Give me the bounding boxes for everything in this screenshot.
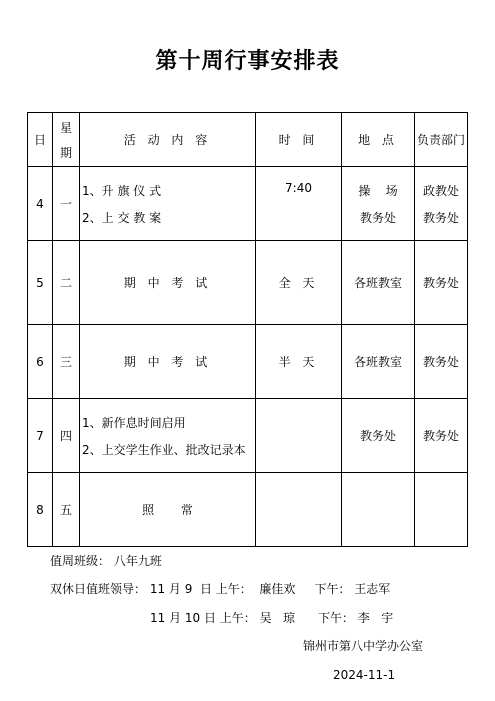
header-day: 日 (28, 113, 53, 167)
day-cell: 8 (28, 473, 53, 547)
activity-cell: 照 常 (80, 473, 256, 547)
place-cell: 教务处 (342, 399, 415, 473)
dept-cell (415, 473, 468, 547)
dept-cell: 教务处 (415, 241, 468, 325)
activity-item: 2、上 交 教 案 (82, 210, 162, 225)
weekday-cell: 五 (53, 473, 80, 547)
table-row (28, 325, 468, 399)
time-cell: 半 天 (256, 325, 342, 399)
time-cell (256, 473, 342, 547)
header-activity: 活 动 内 容 (80, 113, 256, 167)
header-weekday-bottom: 期 (59, 145, 72, 160)
time-cell (256, 399, 342, 473)
activity-cell: 期 中 考 试 (80, 325, 256, 399)
header-time: 时 间 (256, 113, 342, 167)
activity-cell (80, 399, 256, 473)
weekday-cell: 三 (53, 325, 80, 399)
header-weekday-top: 星 (59, 120, 72, 135)
header-weekday (53, 113, 80, 167)
issue-date: 2024-11-1 (333, 668, 396, 682)
issuing-office: 锦州市第八中学办公室 (303, 639, 424, 653)
table-row (28, 473, 468, 547)
time-cell: 全 天 (256, 241, 342, 325)
dept-item: 政教处 (422, 183, 459, 198)
dept-cell (415, 167, 468, 241)
activity-item: 2、上交学生作业、批改记录本 (82, 442, 246, 457)
header-dept: 负责部门 (415, 113, 468, 167)
activity-item: 1、新作息时间启用 (82, 415, 186, 430)
dept-item: 教务处 (422, 210, 459, 225)
place-cell: 各班教室 (342, 241, 415, 325)
duty-class: 值周班级： 八年九班 (50, 554, 162, 568)
place-cell (342, 167, 415, 241)
weekday-cell: 二 (53, 241, 80, 325)
place-cell: 各班教室 (342, 325, 415, 399)
weekday-cell: 一 (53, 167, 80, 241)
day-cell: 5 (28, 241, 53, 325)
page-title: 第十周行事安排表 (155, 48, 340, 74)
header-place: 地 点 (342, 113, 415, 167)
table-row (28, 241, 468, 325)
dept-cell: 教务处 (415, 325, 468, 399)
place-cell (342, 473, 415, 547)
table-row (28, 399, 468, 473)
weekend-duty-line-1: 双休日值班领导： 11 月 9 日 上午： 廉佳欢 下午： 王志军 (50, 582, 391, 596)
weekend-duty-line-2: 11 月 10 日 上午： 吴 琼 下午： 李 宇 (150, 611, 394, 625)
weekday-cell: 四 (53, 399, 80, 473)
day-cell: 4 (28, 167, 53, 241)
dept-cell: 教务处 (415, 399, 468, 473)
place-item: 操 场 (358, 183, 398, 198)
activity-item: 1、升 旗 仪 式 (82, 183, 162, 198)
table-row (28, 167, 468, 241)
day-cell: 7 (28, 399, 53, 473)
time-cell: 7:40 (256, 167, 342, 241)
activity-cell (80, 167, 256, 241)
schedule-table (27, 112, 468, 547)
place-item: 教务处 (359, 210, 396, 225)
activity-cell: 期 中 考 试 (80, 241, 256, 325)
day-cell: 6 (28, 325, 53, 399)
header-row (28, 113, 468, 167)
